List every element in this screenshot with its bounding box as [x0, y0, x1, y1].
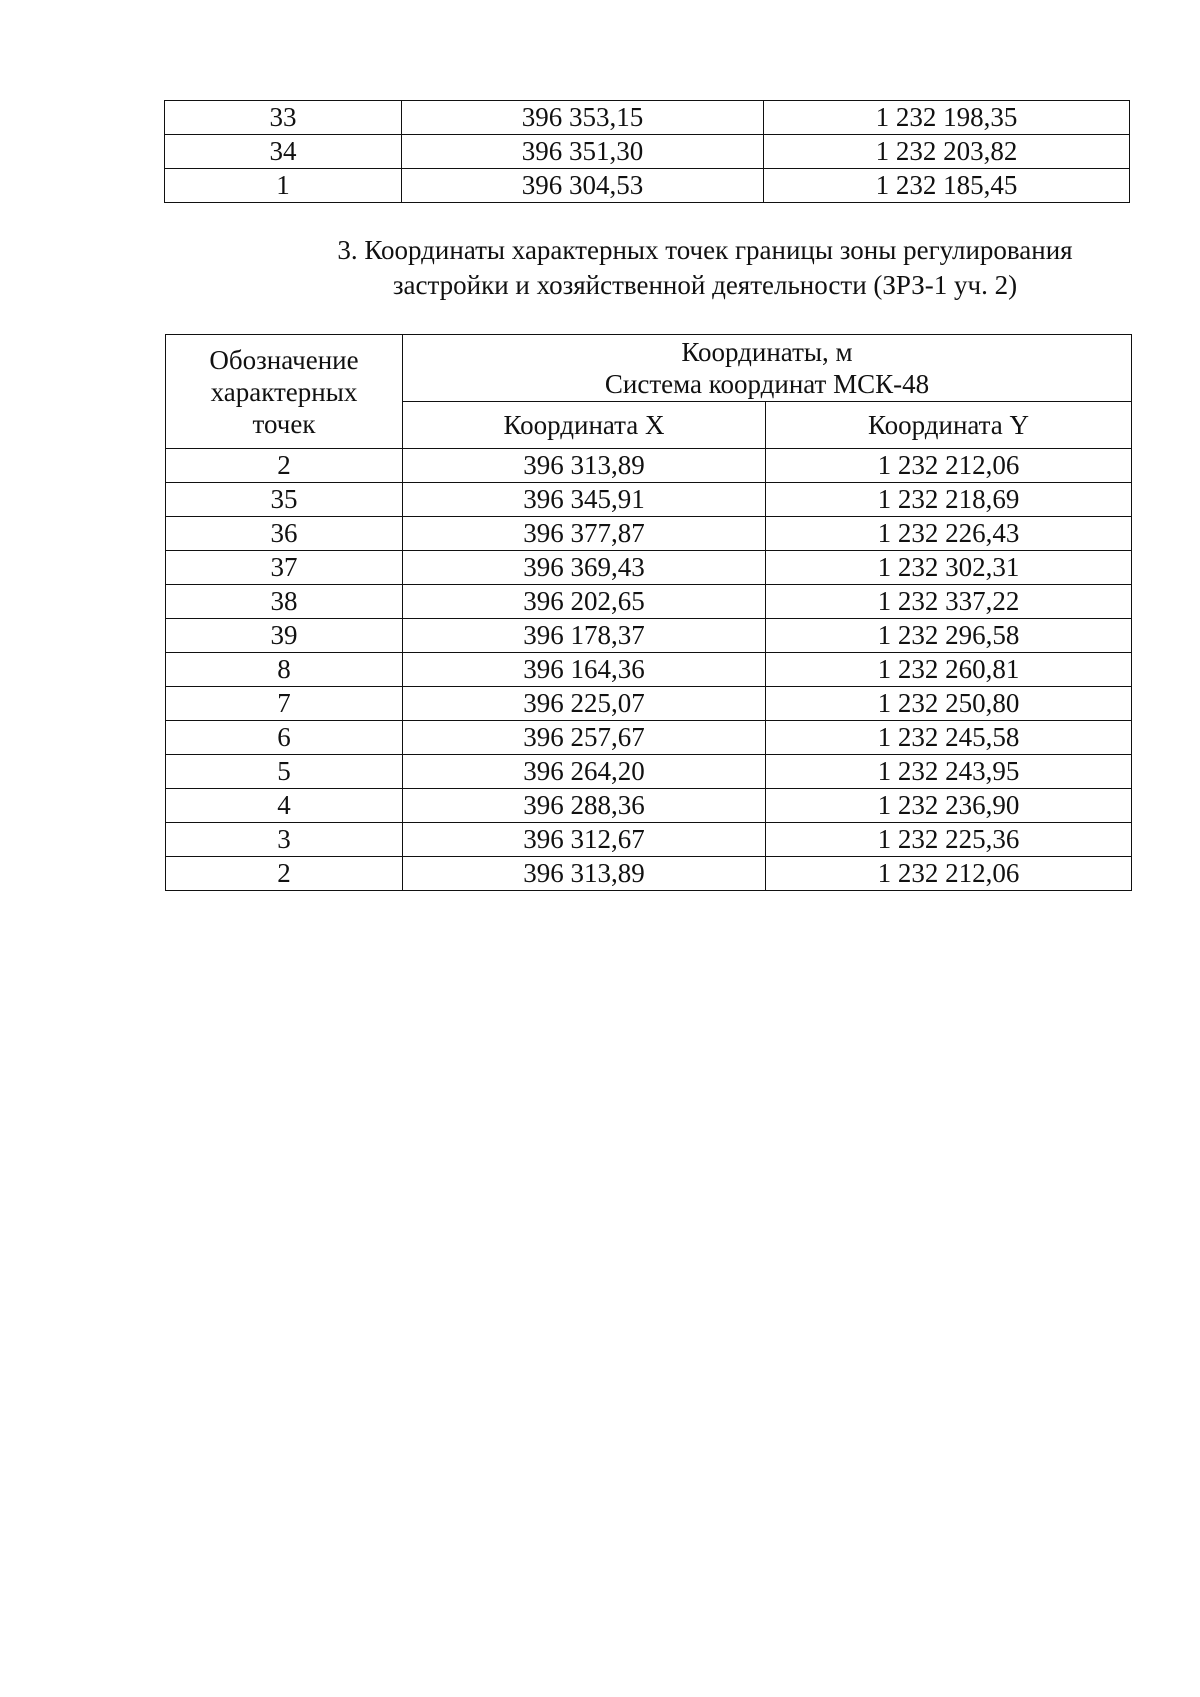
- y-coordinate-cell: 1 232 302,31: [766, 551, 1132, 585]
- designation-header-line-3: точек: [252, 408, 316, 439]
- x-coordinate-cell: 396 257,67: [403, 721, 766, 755]
- table-row: [166, 823, 1132, 857]
- point-cell: 1: [165, 169, 402, 203]
- table-row: [165, 101, 1130, 135]
- designation-header-line-1: Обозначение: [209, 344, 359, 375]
- point-cell: 37: [166, 551, 403, 585]
- point-cell: 2: [166, 449, 403, 483]
- point-cell: 34: [165, 135, 402, 169]
- x-coordinate-cell: 396 164,36: [403, 653, 766, 687]
- table-row: [166, 789, 1132, 823]
- x-coordinate-cell: 396 313,89: [403, 857, 766, 891]
- x-coordinate-cell: 396 353,15: [402, 101, 764, 135]
- previous-coordinates-table: [164, 100, 1130, 203]
- table-row: [166, 551, 1132, 585]
- table-row: [166, 449, 1132, 483]
- x-coordinate-cell: 396 288,36: [403, 789, 766, 823]
- point-cell: 4: [166, 789, 403, 823]
- x-coordinate-cell: 396 225,07: [403, 687, 766, 721]
- coordinates-table-header: [166, 335, 1132, 449]
- y-coordinate-cell: 1 232 212,06: [766, 857, 1132, 891]
- table-row: [166, 585, 1132, 619]
- point-cell: 36: [166, 517, 403, 551]
- point-cell: 39: [166, 619, 403, 653]
- coordinates-table-body: [166, 449, 1132, 891]
- x-coordinate-cell: 396 304,53: [402, 169, 764, 203]
- point-cell: 8: [166, 653, 403, 687]
- header-row-top: [166, 335, 1132, 402]
- coordinates-table: [165, 334, 1132, 891]
- designation-header-line-2: характерных: [210, 376, 358, 407]
- coordinates-header-line-2: Система координат МСК-48: [604, 369, 930, 399]
- point-cell: 2: [166, 857, 403, 891]
- x-coordinate-cell: 396 312,67: [403, 823, 766, 857]
- table-row: [166, 653, 1132, 687]
- y-coordinate-cell: 1 232 198,35: [764, 101, 1130, 135]
- y-coordinate-cell: 1 232 218,69: [766, 483, 1132, 517]
- table-row: [165, 169, 1130, 203]
- x-coordinate-cell: 396 351,30: [402, 135, 764, 169]
- previous-table-body: [165, 101, 1130, 203]
- section-heading: [290, 233, 1120, 303]
- y-coordinate-cell: 1 232 236,90: [766, 789, 1132, 823]
- point-cell: 3: [166, 823, 403, 857]
- x-coordinate-cell: 396 264,20: [403, 755, 766, 789]
- x-coordinate-cell: 396 369,43: [403, 551, 766, 585]
- section-heading-line-1: 3. Координаты характерных точек границы зоны регулирования: [337, 235, 1073, 265]
- y-coordinate-cell: 1 232 212,06: [766, 449, 1132, 483]
- y-coordinate-cell: 1 232 337,22: [766, 585, 1132, 619]
- y-coordinate-cell: 1 232 250,80: [766, 687, 1132, 721]
- section-heading-line-2: застройки и хозяйственной деятельности (ЗРЗ-1 уч. 2): [392, 270, 1018, 300]
- y-coordinate-cell: 1 232 296,58: [766, 619, 1132, 653]
- column-header-x: Координата X: [403, 402, 766, 449]
- x-coordinate-cell: 396 313,89: [403, 449, 766, 483]
- table-row: [166, 857, 1132, 891]
- y-coordinate-cell: 1 232 260,81: [766, 653, 1132, 687]
- point-cell: 35: [166, 483, 403, 517]
- y-coordinate-cell: 1 232 226,43: [766, 517, 1132, 551]
- designation-header: [166, 335, 403, 449]
- point-cell: 38: [166, 585, 403, 619]
- column-header-y: Координата Y: [766, 402, 1132, 449]
- point-cell: 7: [166, 687, 403, 721]
- table-row: [166, 755, 1132, 789]
- coordinates-header: [403, 335, 1132, 402]
- y-coordinate-cell: 1 232 225,36: [766, 823, 1132, 857]
- x-coordinate-cell: 396 345,91: [403, 483, 766, 517]
- table-row: [166, 619, 1132, 653]
- coordinates-header-line-1: Координаты, м: [681, 337, 853, 367]
- point-cell: 6: [166, 721, 403, 755]
- table-row: [166, 721, 1132, 755]
- point-cell: 5: [166, 755, 403, 789]
- table-row: [166, 687, 1132, 721]
- y-coordinate-cell: 1 232 203,82: [764, 135, 1130, 169]
- y-coordinate-cell: 1 232 185,45: [764, 169, 1130, 203]
- x-coordinate-cell: 396 377,87: [403, 517, 766, 551]
- x-coordinate-cell: 396 202,65: [403, 585, 766, 619]
- table-row: [166, 483, 1132, 517]
- y-coordinate-cell: 1 232 245,58: [766, 721, 1132, 755]
- point-cell: 33: [165, 101, 402, 135]
- table-row: [166, 517, 1132, 551]
- y-coordinate-cell: 1 232 243,95: [766, 755, 1132, 789]
- x-coordinate-cell: 396 178,37: [403, 619, 766, 653]
- table-row: [165, 135, 1130, 169]
